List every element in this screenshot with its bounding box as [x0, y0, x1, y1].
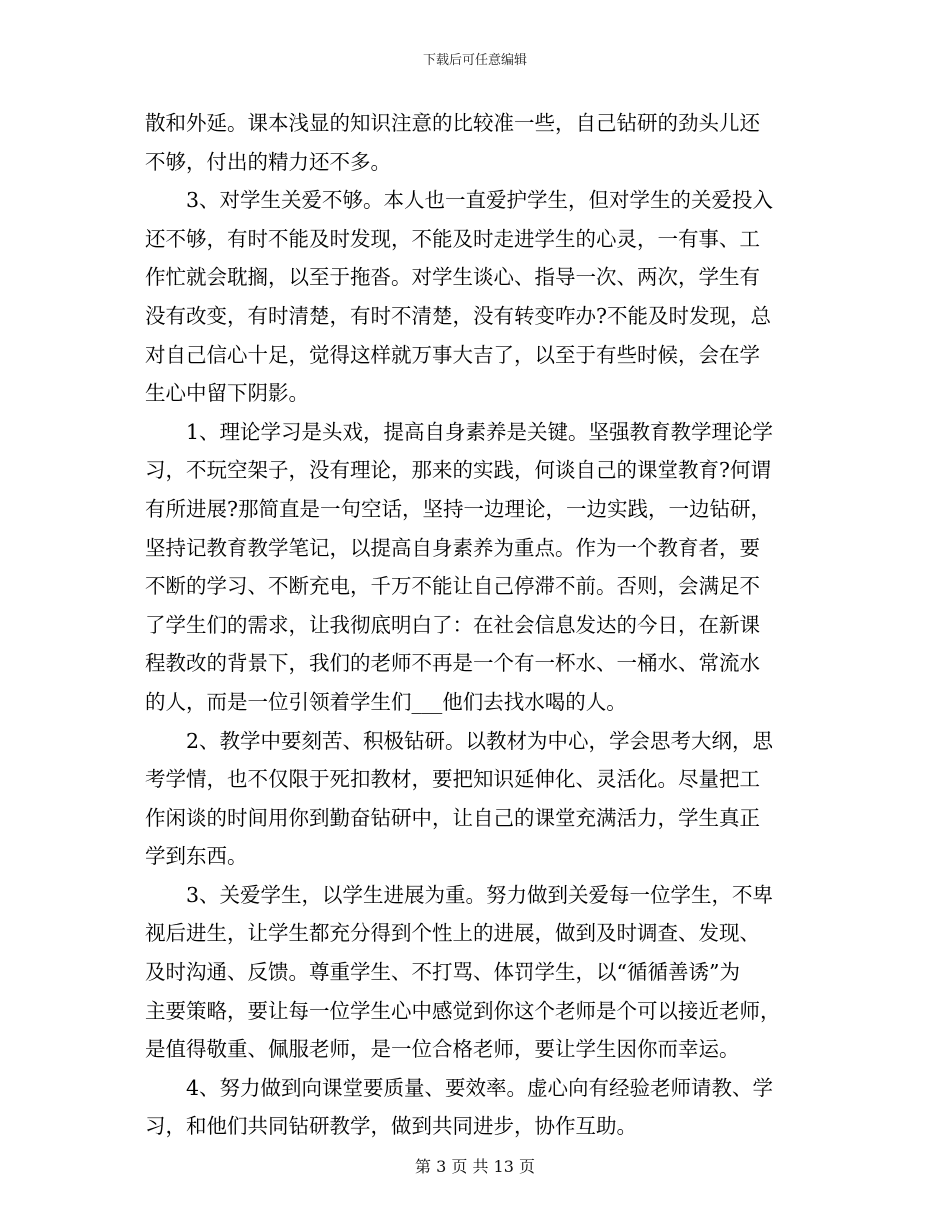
text-line: 的人，而是一位引领着学生们___他们去找水喝的人。 [145, 689, 627, 714]
text-line: 作忙就会耽搁，以至于拖沓。对学生谈心、指导一次、两次，学生有 [145, 265, 760, 290]
text-line: 是值得敬重、佩服老师，是一位合格老师，要让学生因你而幸运。 [145, 1037, 740, 1062]
text-line: 作闲谈的时间用你到勤奋钻研中，让自己的课堂充满活力，学生真正 [145, 805, 760, 830]
text-line: 不断的学习、不断充电，千万不能让自己停滞不前。否则，会满足不 [145, 574, 760, 599]
text-line: 了学生们的需求，让我彻底明白了：在社会信息发达的今日，在新课 [145, 612, 760, 637]
page-header: 下载后可任意编辑 [422, 53, 527, 68]
page-footer-page-number: 第 3 页 共 13 页 [415, 1157, 535, 1176]
text-line: 坚持记教育教学笔记，以提高自身素养为重点。作为一个教育者，要 [145, 535, 760, 560]
paragraph-start-line: 3、对学生关爱不够。本人也一直爱护学生，但对学生的关爱投入 [186, 188, 774, 213]
text-line: 程教改的背景下，我们的老师不再是一个有一杯水、一桶水、常流水 [145, 651, 760, 676]
text-line: 没有改变，有时清楚，有时不清楚，没有转变咋办?不能及时发现，总 [145, 303, 771, 328]
text-line: 习，不玩空架子，没有理论，那来的实践，何谈自己的课堂教育?何谓 [145, 458, 771, 483]
document-body [145, 104, 809, 1146]
text-line: 还不够，有时不能及时发现，不能及时走进学生的心灵，一有事、工 [145, 226, 760, 251]
paragraph-start-line: 1、理论学习是头戏，提高自身素养是关键。坚强教育教学理论学 [186, 419, 774, 444]
paragraph-start-line: 3、关爱学生，以学生进展为重。努力做到关爱每一位学生，不卑 [186, 882, 774, 907]
text-line: 主要策略，要让每一位学生心中感觉到你这个老师是个可以接近老师， [145, 998, 781, 1023]
text-line: 习，和他们共同钻研教学，做到共同进步，协作互助。 [145, 1114, 637, 1139]
text-line: 散和外延。课本浅显的知识注意的比较准一些，自己钻研的劲头儿还 [145, 111, 760, 135]
text-line: 考学情，也不仅限于死扣教材，要把知识延伸化、灵活化。尽量把工 [145, 767, 760, 792]
text-line: 不够，付出的精力还不多。 [145, 149, 391, 174]
text-line: 对自己信心十足，觉得这样就万事大吉了，以至于有些时候，会在学 [145, 342, 760, 367]
paragraph-start-line: 2、教学中要刻苦、积极钻研。以教材为中心，学会思考大纲，思 [186, 728, 774, 753]
text-line: 及时沟通、反馈。尊重学生、不打骂、体罚学生，以“循循善诱”为 [145, 960, 740, 985]
paragraph-start-line: 4、努力做到向课堂要质量、要效率。虚心向有经验老师请教、学 [186, 1075, 774, 1100]
text-line: 生心中留下阴影。 [145, 381, 309, 406]
text-line: 学到东西。 [145, 844, 248, 869]
text-line: 有所进展?那简直是一句空话，坚持一边理论，一边实践，一边钻研， [145, 496, 771, 521]
text-line: 视后进生，让学生都充分得到个性上的进展，做到及时调查、发现、 [145, 921, 760, 946]
